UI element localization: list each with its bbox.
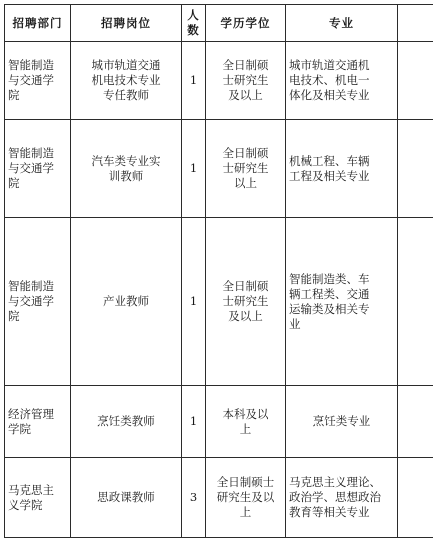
cell-education: 本科及以 上 — [206, 386, 286, 458]
cell-count: 1 — [182, 218, 206, 386]
cell-education: 全日制硕 士研究生 及以上 — [206, 42, 286, 120]
cell-major: 机械工程、车辆 工程及相关专业 — [286, 120, 398, 218]
cell-extra — [398, 458, 433, 538]
table-row — [5, 120, 433, 218]
header-count: 人 数 — [182, 5, 206, 42]
recruitment-table — [4, 4, 433, 538]
header-education: 学历学位 — [206, 5, 286, 42]
cell-major: 智能制造类、车 辆工程类、交通 运输类及相关专 业 — [286, 218, 398, 386]
table-row — [5, 386, 433, 458]
table-row — [5, 218, 433, 386]
cell-dept: 马克思主 义学院 — [5, 458, 71, 538]
cell-position: 汽车类专业实 训教师 — [71, 120, 182, 218]
cell-major: 城市轨道交通机 电技术、机电一 体化及相关专业 — [286, 42, 398, 120]
cell-extra — [398, 42, 433, 120]
header-major: 专业 — [286, 5, 398, 42]
cell-position: 思政课教师 — [71, 458, 182, 538]
cell-dept: 智能制造 与交通学 院 — [5, 120, 71, 218]
cell-position: 城市轨道交通 机电技术专业 专任教师 — [71, 42, 182, 120]
cell-education: 全日制硕 士研究生 及以上 — [206, 218, 286, 386]
cell-major: 烹饪类专业 — [286, 386, 398, 458]
table-row — [5, 42, 433, 120]
cell-extra — [398, 218, 433, 386]
cell-education: 全日制硕 士研究生 以上 — [206, 120, 286, 218]
header-extra-column — [398, 5, 433, 42]
cell-dept: 智能制造 与交通学 院 — [5, 218, 71, 386]
cell-education: 全日制硕士 研究生及以 上 — [206, 458, 286, 538]
table-row — [5, 458, 433, 538]
cell-extra — [398, 386, 433, 458]
cell-count: 1 — [182, 120, 206, 218]
cell-dept: 智能制造 与交通学 院 — [5, 42, 71, 120]
table-header-row — [5, 5, 433, 42]
cell-count: 1 — [182, 42, 206, 120]
cell-major: 马克思主义理论、 政治学、思想政治 教育等相关专业 — [286, 458, 398, 538]
cell-count: 3 — [182, 458, 206, 538]
cell-count: 1 — [182, 386, 206, 458]
header-dept: 招聘部门 — [5, 5, 71, 42]
cell-dept: 经济管理 学院 — [5, 386, 71, 458]
cell-extra — [398, 120, 433, 218]
cell-position: 产业教师 — [71, 218, 182, 386]
cell-position: 烹饪类教师 — [71, 386, 182, 458]
header-position: 招聘岗位 — [71, 5, 182, 42]
